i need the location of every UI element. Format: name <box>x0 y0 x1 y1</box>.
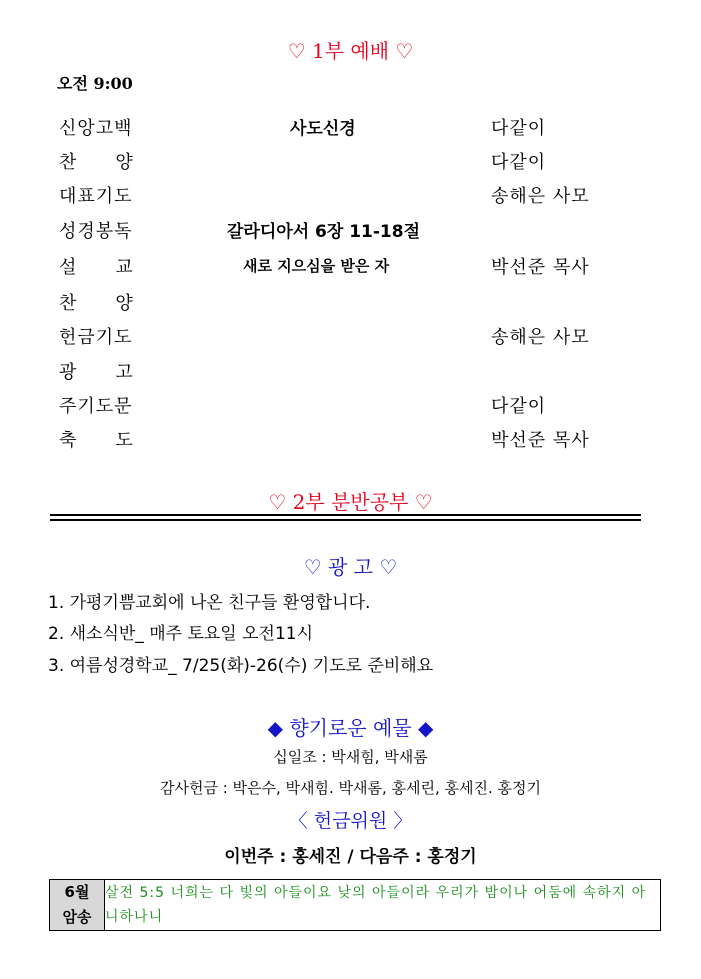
order-item-name: 찬 양 <box>59 293 134 314</box>
service1-title: ♡ 1부 예배 ♡ <box>287 39 414 63</box>
thanks-offering-list: 감사헌금 : 박은수, 박새힘. 박새롬, 홍세린, 홍세진. 홍정기 <box>159 779 542 797</box>
order-item-leader: 다같이 <box>491 118 547 139</box>
order-item-leader: 박선준 목사 <box>491 430 590 451</box>
memory-month: 6월 <box>64 883 90 901</box>
order-item-name: 성경봉독 <box>59 221 133 242</box>
service-time: 오전 9:00 <box>57 74 133 93</box>
order-item-name: 신앙고백 <box>59 118 133 139</box>
offering-committee-title: 〈 헌금위원 〉 <box>288 810 413 832</box>
memory-verse-text: 살전 5:5 너희는 다 빛의 아들이요 낮의 아들이라 우리가 밤이나 어둠에 속하지 아니하나니 <box>105 880 661 931</box>
order-item-name: 광 고 <box>59 362 134 383</box>
service2-title: ♡ 2부 분반공부 ♡ <box>268 490 433 514</box>
order-item-name: 설 교 <box>59 257 134 278</box>
order-item-leader: 송해은 사모 <box>491 186 590 207</box>
order-item-name: 헌금기도 <box>59 327 133 348</box>
tithe-list: 십일조 : 박새힘, 박새롬 <box>273 748 428 766</box>
order-item-name: 대표기도 <box>59 186 133 207</box>
order-item-name: 축 도 <box>59 430 134 451</box>
order-item-leader: 송해은 사모 <box>491 327 590 348</box>
announcement-item: 1. 가평기쁨교회에 나온 친구들 환영합니다. <box>48 593 371 613</box>
order-item-leader: 박선준 목사 <box>491 257 590 278</box>
sermon-title: 새로 지으심을 받은 자 <box>243 257 390 275</box>
order-item-leader: 다같이 <box>491 396 547 417</box>
memory-label: 암송 <box>62 908 92 926</box>
memory-verse-box <box>49 879 661 931</box>
announcement-item: 3. 여름성경학교_ 7/25(화)-26(수) 기도로 준비해요 <box>48 656 434 676</box>
order-item-name: 찬 양 <box>59 152 134 173</box>
offering-title: ◆ 향기로운 예물 ◆ <box>267 716 434 740</box>
scripture-reading: 갈라디아서 6장 11-18절 <box>227 222 420 242</box>
divider-line <box>50 514 641 516</box>
order-item-name: 주기도문 <box>59 396 133 417</box>
memory-month-cell <box>50 880 105 931</box>
offering-committee: 이번주 : 홍세진 / 다음주 : 홍정기 <box>224 847 477 867</box>
order-item-content: 사도신경 <box>290 119 356 139</box>
announcements-title: ♡ 광 고 ♡ <box>303 555 398 579</box>
announcement-item: 2. 새소식반_ 매주 토요일 오전11시 <box>48 624 314 644</box>
divider-line <box>50 519 641 521</box>
order-item-leader: 다같이 <box>491 152 547 173</box>
